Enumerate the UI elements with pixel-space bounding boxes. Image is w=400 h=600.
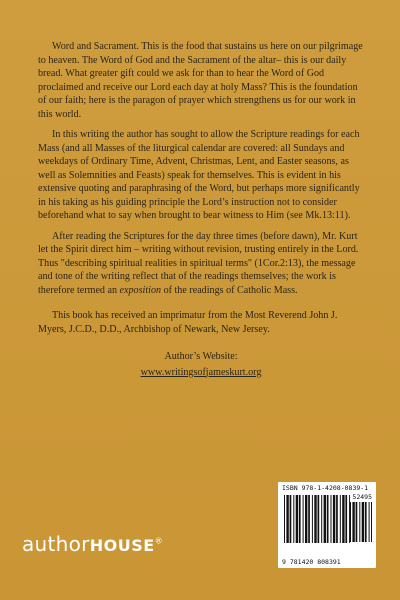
isbn-barcode — [278, 482, 376, 568]
blurb-paragraph-3-tail: of the readings of Catholic Mass. — [161, 284, 298, 296]
isbn-number: ISBN 978-1-4208-0839-1 — [282, 484, 369, 492]
logo-house: HOUSE — [89, 536, 155, 555]
barcode-bar — [365, 502, 367, 542]
barcode-bar — [286, 495, 288, 543]
website-link[interactable]: www.writingsofjameskurt.org — [140, 366, 262, 378]
barcode-bar — [327, 495, 329, 543]
barcode-bar — [305, 495, 307, 543]
barcode-bar — [296, 495, 298, 543]
publisher-logo — [22, 532, 163, 556]
barcode-bar — [345, 495, 347, 543]
barcode-digits: 9 781420 808391 — [282, 558, 341, 566]
barcode-bar — [356, 502, 358, 542]
barcode-bar — [336, 495, 338, 543]
logo-author: author — [22, 532, 90, 556]
barcode-bar — [318, 495, 320, 543]
barcode-bars — [284, 495, 350, 543]
barcode-bar — [350, 502, 351, 542]
exposition-word: exposition — [119, 284, 162, 296]
blurb-paragraph-2: In this writing the author has sought to allow the Scripture readings for each Mass (and all Masses of the liturgical calendar are covered: all Sundays and weekdays of Ordinary Time, Advent, Christmas, Lent, and Easter seasons, as well as Solemnities and Feasts) speak for themselves. This is evident in his extensive quoting and paraphrasing of the Word, but perhaps more significantly in his taking as his guiding principle the Lord’s instruction not to consider beforehand what to say when brought to bear witness to Him (see Mk.13:11). — [38, 129, 360, 221]
barcode-bar — [333, 495, 335, 543]
barcode-bar — [293, 495, 294, 543]
imprimatur-note: This book has received an imprimatur from the Most Reverend John J. Myers, J.C.D., D.D., Archbishop of Newark, New Jersey. — [38, 310, 338, 335]
barcode-bar — [371, 502, 372, 542]
price-barcode-bars — [350, 502, 372, 542]
barcode-bar — [340, 495, 341, 543]
barcode-bar — [321, 495, 322, 543]
barcode-bar — [314, 495, 316, 543]
cover-blurb — [38, 40, 364, 386]
blurb-paragraph-1: Word and Sacrament. This is the food that sustains us here on our pilgrimage to heaven. The Word of God and the Sacrament of the altar– this is our daily bread. What greater gift could we ask for than to hear the Word of God proclaimed and receive our Lord each day at holy Mass? This is the foundation of our faith; here is the paragon of prayer which strengthens us for our work in this world. — [38, 41, 363, 120]
barcode-bar — [312, 495, 313, 543]
barcode-bar — [303, 495, 304, 543]
barcode-bar — [284, 495, 285, 543]
price-code: 52495 — [352, 493, 372, 501]
barcode-bar — [324, 495, 326, 543]
barcode-bar — [290, 495, 292, 543]
barcode-bar — [299, 495, 301, 543]
barcode-bar — [369, 502, 370, 542]
blurb-paragraph-3-text: After reading the Scriptures for the day three times (before dawn), Mr. Kurt let the Spirit direct him – writing without revision, trusting entirely in the Lord. Thus "describing spiritual realities in spiritual terms" (1Cor.2:13), the message and tone of the writing reflect that of the readings themselves; the work is therefore termed an — [38, 230, 359, 296]
blurb-paragraph-3 — [38, 230, 364, 298]
logo-registered-mark: ® — [154, 536, 163, 546]
barcode-bar — [342, 495, 344, 543]
barcode-bar — [359, 502, 360, 542]
barcode-bar — [352, 502, 354, 542]
website-label: Author’s Website: — [164, 351, 238, 362]
barcode-bar — [362, 502, 364, 542]
barcode-bar — [308, 495, 310, 543]
barcode-bar — [331, 495, 332, 543]
